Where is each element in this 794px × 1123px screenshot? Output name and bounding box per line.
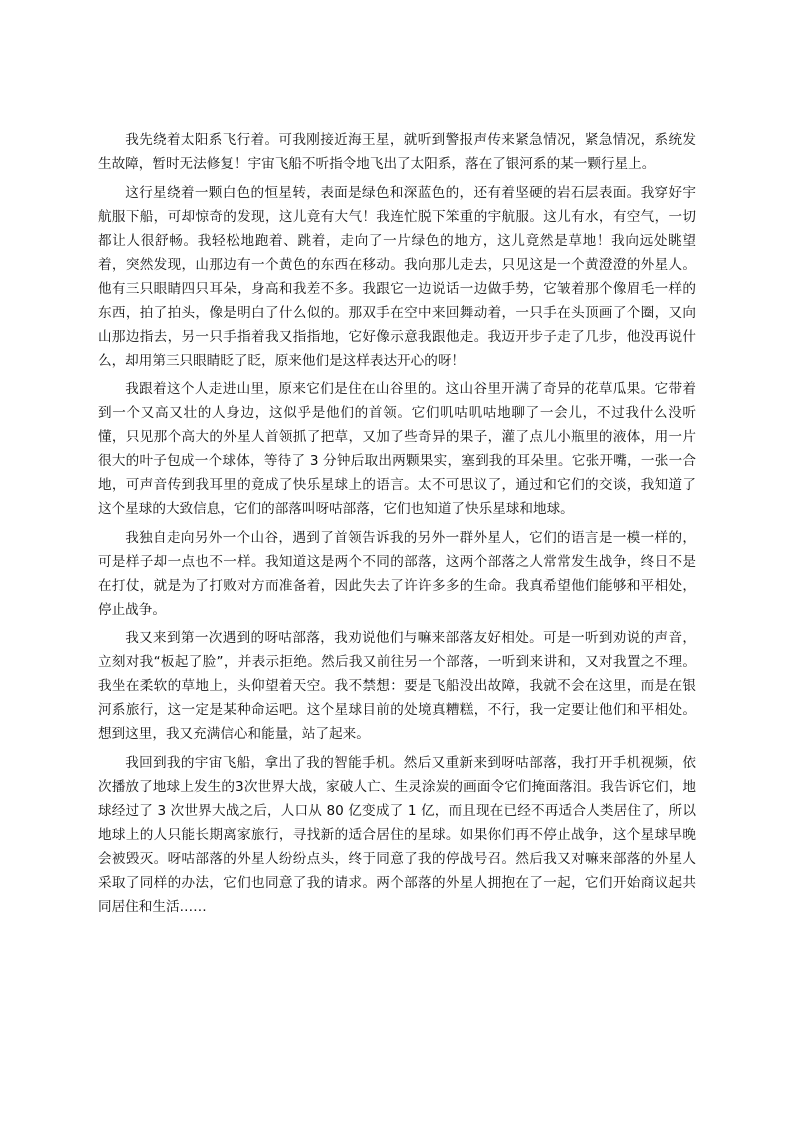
paragraph-3: 我跟着这个人走进山里，原来它们是住在山谷里的。这山谷里开满了奇异的花草瓜果。它带着到一个又高又壮的人身边，这似乎是他们的首领。它们叽咕叽咕地聊了一会儿，不过我什么没听懂，只见那个高大的外星人首领抓了把草，又加了些奇异的果子，灌了点儿小瓶里的液体，用一片很大的叶子包成一个球体，等待了 3 分钟后取出两颗果实，塞到我的耳朵里。它张开嘴，一张一合地，可声音传到我耳里的竟成了快乐星球上的语言。太不可思议了，通过和它们的交谈，我知道了这个星球的大致信息，它们的部落叫呀咕部落，它们也知道了快乐星球和地球。 xyxy=(98,381,696,518)
paragraph-6: 我回到我的宇宙飞船，拿出了我的智能手机。然后又重新来到呀咕部落，我打开手机视频，依次播放了地球上发生的3次世界大战，家破人亡、生灵涂炭的画面令它们掩面落泪。我告诉它们，地球经过了 3 次世界大战之后，人口从 80 亿变成了 1 亿，而且现在已经不再适合人类居住了，所以地球上的人只能长期离家旅行，寻找新的适合居住的星球。如果你们再不停止战争，这个星球早晚会被毁灭。呀咕部落的外星人纷纷点头，终于同意了我的停战号召。然后我又对嘛来部落的外星人采取了同样的办法，它们也同意了我的请求。两个部落的外星人拥抱在了一起，它们开始商议起共同居住和生活…… xyxy=(98,754,696,915)
paragraph-5: 我又来到第一次遇到的呀咕部落，我劝说他们与嘛来部落友好相处。可是一听到劝说的声音，立刻对我“板起了脸”，并表示拒绝。然后我又前往另一个部落，一听到来讲和，又对我置之不理。我坐在柔软的草地上，头仰望着天空。我不禁想：要是飞船没出故障，我就不会在这里，而是在银河系旅行，这一定是某种命运吧。这个星球目前的处境真糟糕，不行，我一定要让他们和平相处。想到这里，我又充满信心和能量，站了起来。 xyxy=(98,630,696,743)
paragraph-4: 我独自走向另外一个山谷，遇到了首领告诉我的另外一群外星人，它们的语言是一模一样的，可是样子却一点也不一样。我知道这是两个不同的部落，这两个部落之人常常发生战争，终日不是在打仗，就是为了打败对方而准备着，因此失去了许许多多的生命。我真希望他们能够和平相处，停止战争。 xyxy=(98,529,696,618)
paragraph-2: 这行星绕着一颗白色的恒星转，表面是绿色和深蓝色的，还有着坚硬的岩石层表面。我穿好宇航服下船，可却惊奇的发现，这儿竟有大气！我连忙脱下笨重的宇航服。这儿有水，有空气，一切都让人很舒畅。我轻松地跑着、跳着，走向了一片绿色的地方，这儿竟然是草地！我向远处眺望着，突然发现，山那边有一个黄色的东西在移动。我向那儿走去，只见这是一个黄澄澄的外星人。他有三只眼睛四只耳朵，身高和我差不多。我跟它一边说话一边做手势，它皱着那个像眉毛一样的东西，拍了拍头，像是明白了什么似的。那双手在空中来回舞动着，一只手在头顶画了个圈，又向山那边指去，另一只手指着我又指指地，它好像示意我跟他走。我迈开步子走了几步，他没再说什么，却用第三只眼睛眨了眨，原来他们是这样表达开心的呀！ xyxy=(98,184,696,369)
document-body xyxy=(98,128,696,924)
paragraph-1: 我先绕着太阳系飞行着。可我刚接近海王星，就听到警报声传来紧急情况，紧急情况，系统发生故障，暂时无法修复！宇宙飞船不听指令地飞出了太阳系，落在了银河系的某一颗行星上。 xyxy=(98,132,696,172)
